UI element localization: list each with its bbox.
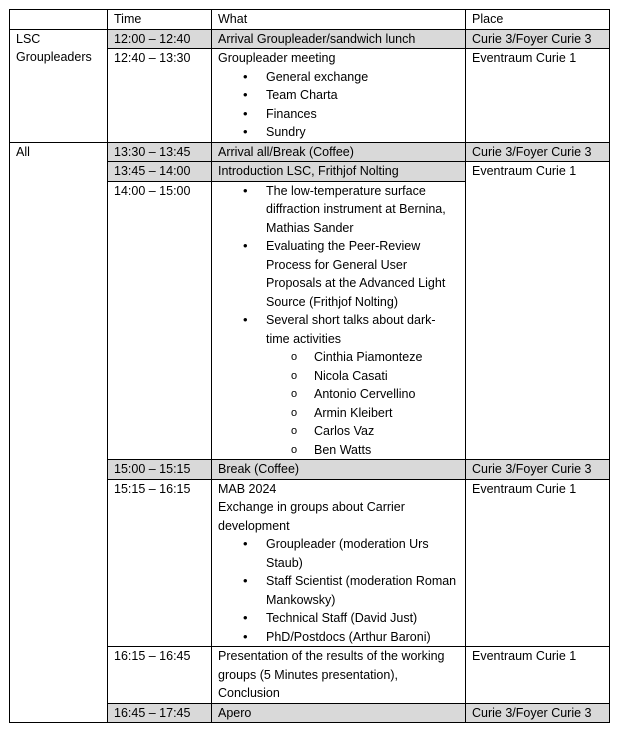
row-what: Groupleader meeting: [218, 51, 336, 65]
speaker-list: [266, 348, 459, 459]
row-place: Eventraum Curie 1: [466, 647, 610, 704]
row-time: 12:00 – 12:40: [108, 29, 212, 49]
row-what: MAB 2024: [218, 481, 277, 496]
list-item: • Groupleader (moderation Urs Staub): [266, 535, 459, 572]
row-place: Eventraum Curie 1: [466, 479, 610, 647]
agenda-table: [9, 9, 610, 723]
row-what-cell: [212, 479, 466, 647]
row-place: Curie 3/Foyer Curie 3: [466, 703, 610, 723]
speaker-item: o Cinthia Piamonteze: [314, 348, 459, 367]
speaker-item: o Ben Watts: [314, 441, 459, 460]
list-item: [266, 311, 459, 459]
list-item: • PhD/Postdocs (Arthur Baroni): [266, 628, 459, 647]
header-row: [10, 10, 610, 30]
speaker-item: o Nicola Casati: [314, 367, 459, 386]
list-item: • Finances: [266, 105, 459, 124]
list-item: • Staff Scientist (moderation Roman Mankowsky): [266, 572, 459, 609]
header-time: Time: [108, 10, 212, 30]
list-item: • Technical Staff (David Just): [266, 609, 459, 628]
row-what-cell: [212, 49, 466, 143]
row-place: Curie 3/Foyer Curie 3: [466, 142, 610, 162]
row-what: Arrival all/Break (Coffee): [212, 142, 466, 162]
header-what: What: [212, 10, 466, 30]
talk-list: [218, 182, 459, 460]
row-what: Introduction LSC, Frithjof Nolting: [212, 162, 466, 182]
row-time: 13:45 – 14:00: [108, 162, 212, 182]
row-time: 12:40 – 13:30: [108, 49, 212, 143]
row-place: Curie 3/Foyer Curie 3: [466, 460, 610, 480]
row-time: 14:00 – 15:00: [108, 181, 212, 460]
speaker-item: o Antonio Cervellino: [314, 385, 459, 404]
header-place: Place: [466, 10, 610, 30]
row-time: 16:15 – 16:45: [108, 647, 212, 704]
row-time: 15:15 – 16:15: [108, 479, 212, 647]
table-row: [10, 29, 610, 49]
list-item: • The low-temperature surface diffraction instrument at Bernina, Mathias Sander: [266, 182, 459, 238]
row-what: Break (Coffee): [212, 460, 466, 480]
speaker-item: o Armin Kleibert: [314, 404, 459, 423]
group-label-all: All: [10, 142, 108, 723]
table-row: [10, 142, 610, 162]
topic-list: [218, 68, 459, 142]
row-time: 16:45 – 17:45: [108, 703, 212, 723]
group-list: [218, 535, 459, 646]
list-item: • Sundry: [266, 123, 459, 142]
group-label-lsc: LSC Groupleaders: [10, 29, 108, 142]
list-item-label: Several short talks about dark-time activities: [266, 313, 436, 346]
header-group-cell: [10, 10, 108, 30]
row-time: 13:30 – 13:45: [108, 142, 212, 162]
speaker-item: o Carlos Vaz: [314, 422, 459, 441]
row-place: Eventraum Curie 1: [466, 49, 610, 143]
row-what-cell: [212, 181, 466, 460]
row-place: Eventraum Curie 1: [466, 162, 610, 460]
row-what: Apero: [212, 703, 466, 723]
list-item: • Team Charta: [266, 86, 459, 105]
row-what: Arrival Groupleader/sandwich lunch: [212, 29, 466, 49]
row-time: 15:00 – 15:15: [108, 460, 212, 480]
list-item: • General exchange: [266, 68, 459, 87]
row-place: Curie 3/Foyer Curie 3: [466, 29, 610, 49]
row-what: Presentation of the results of the working groups (5 Minutes presentation), Conclusion: [212, 647, 466, 704]
list-item: • Evaluating the Peer-Review Process for General User Proposals at the Advanced Light Source (Frithjof Nolting): [266, 237, 459, 311]
row-what-detail: Exchange in groups about Carrier development: [218, 500, 405, 533]
